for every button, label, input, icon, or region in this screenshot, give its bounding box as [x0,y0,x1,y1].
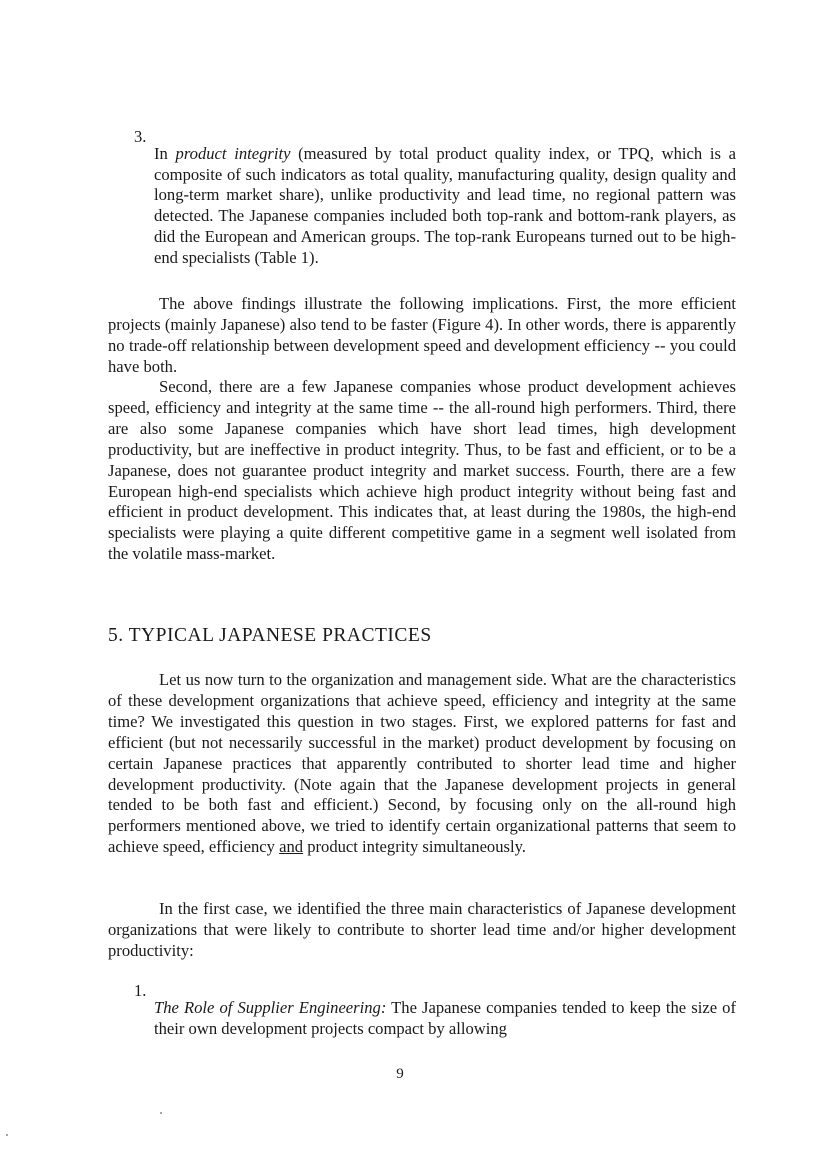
list-item-1 [134,981,736,1056]
list-item-body [154,998,736,1040]
list-item-body [154,144,736,269]
scan-speck [6,1134,8,1136]
list-number: 3. [134,127,147,146]
underlined-word: and [279,837,304,857]
paragraph-text-end: product integrity simultaneously. [307,837,526,857]
paragraph-organization [108,670,736,858]
page-number: 9 [396,1066,404,1082]
section-heading: 5. TYPICAL JAPANESE PRACTICES [108,625,432,646]
list-item-text: The Japanese companies tended to keep the size of their own development projects compact by allowing [154,997,736,1038]
list-lead-word: In [154,143,168,163]
list-number: 1. [134,981,147,1000]
paragraph-implications: The above findings illustrate the following implications. First, the more efficient projects (mainly Japanese) also tend to be faster (Figure 4). In other words, there is apparently no trade-off relationship between development speed and development efficiency -- you could have both. [108,294,736,376]
paragraph-first-case: In the first case, we identified the three main characteristics of Japanese development organizations that were likely to contribute to shorter lead time and/or higher development productivity: [108,899,736,960]
list-item-text: (measured by total product quality index, or TPQ, which is a composite of such indicators as total quality, manufacturing quality, design quality and long-term market share), unlike productivity and lead time, no regional pattern was detected. The Japanese companies included both top-rank and bottom-rank players, as did the European and American groups. The top-rank Europeans turned out to be high-end specialists (Table 1). [154,143,736,268]
list-item-3 [134,127,736,286]
paragraph-second: Second, there are a few Japanese companies whose product development achieves speed, efficiency and integrity at the same time -- the all-round high performers. Third, there are also some Japanese companies which have short lead times, high development productivity, but are ineffective in product integrity. Thus, to be fast and efficient, or to be a Japanese, does not guarantee product integrity and market success. Fourth, there are a few European high-end specialists which achieve high product integrity without being fast and efficient in product development. This indicates that, at least during the 1980s, the high-end specialists were playing a quite different competitive game in a segment well isolated from the volatile mass-market. [108,377,736,564]
italic-term: The Role of Supplier Engineering: [154,997,387,1017]
italic-term: product integrity [175,143,291,163]
scan-speck [160,1112,162,1114]
paragraph-text: Let us now turn to the organization and management side. What are the characteristics of these development organizations that achieve speed, efficiency and integrity at the same time? We investigated this question in two stages. First, we explored patterns for fast and efficient (but not necessarily successful in the market) product development by focusing on certain Japanese practices that apparently contributed to shorter lead time and higher development productivity. (Note again that the Japanese development projects in general tended to be both fast and efficient.) Second, by focusing only on the all-round high performers mentioned above, we tried to identify certain organizational patterns that seem to achieve speed, efficiency [108,670,736,857]
